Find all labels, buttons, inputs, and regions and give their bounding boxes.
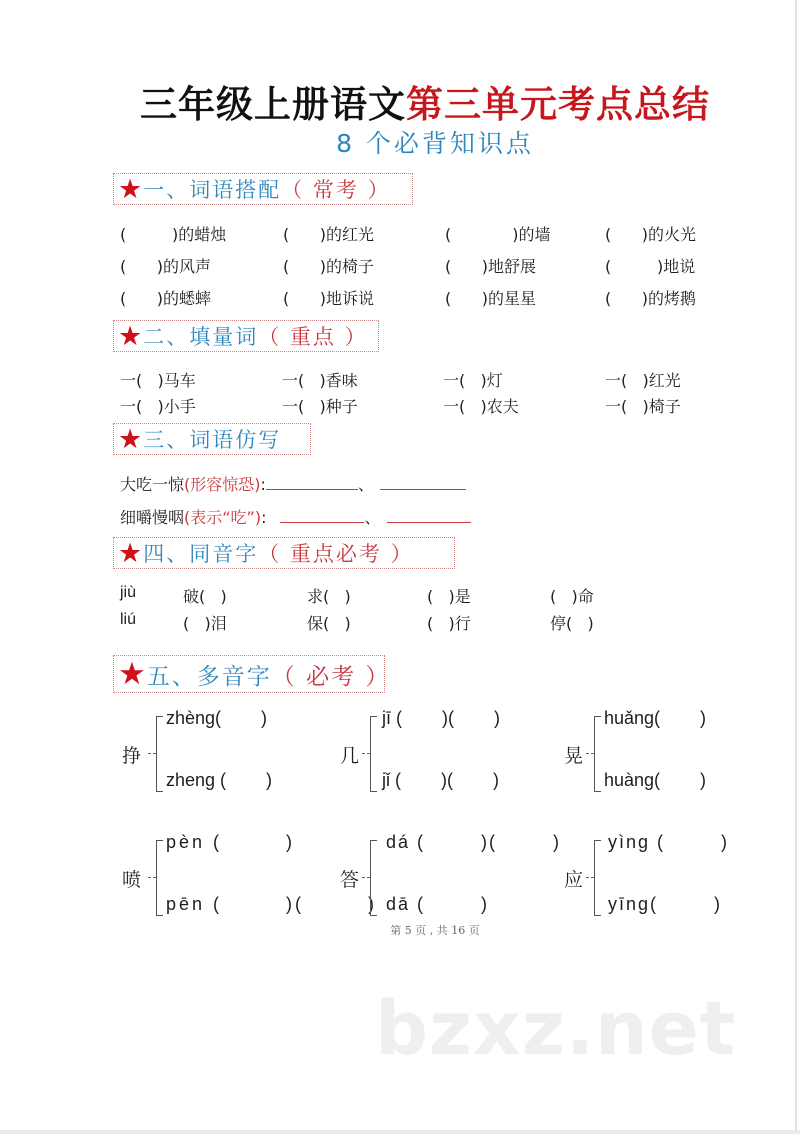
fill-blank-item: 一( )马车	[120, 371, 196, 390]
fill-blank-item: 一( )椅子	[605, 397, 681, 416]
fill-blank-item: 一( )小手	[120, 397, 196, 416]
pinyin-option: yīng( )	[608, 894, 723, 914]
polyphone-char: 几	[340, 745, 360, 767]
pinyin-option: dā ( )	[386, 894, 490, 914]
example-hint: (表示“吃”)	[184, 508, 262, 527]
brace-icon	[156, 716, 163, 792]
pinyin-option: zhèng( )	[166, 708, 268, 728]
brace-connector	[148, 753, 156, 755]
fill-blank-item: ( )行	[427, 614, 471, 633]
fill-blank-item: ( )地舒展	[445, 257, 537, 276]
fill-blank-item: ( )的蜡烛	[120, 225, 227, 244]
brace-icon	[594, 716, 601, 792]
polyphone-char: 喷	[122, 869, 142, 891]
pinyin-option: huǎng( )	[604, 708, 707, 728]
section-header-imitation	[113, 423, 311, 455]
pinyin-option: pēn ( )( )	[166, 894, 378, 914]
section-title: 五、多音字	[146, 663, 272, 690]
star-icon: ★	[118, 320, 143, 352]
pinyin-option: huàng( )	[604, 770, 707, 790]
pinyin-option: jī ( )( )	[382, 708, 500, 728]
fill-blank-item: ( )泪	[183, 614, 227, 633]
section-header-measure-words	[113, 320, 379, 352]
pinyin-label: jiù	[120, 584, 137, 601]
brace-icon	[156, 840, 163, 916]
section-title: 三、词语仿写	[143, 428, 282, 452]
section-header-polyphones	[113, 655, 391, 693]
fill-blank-item: ( )的风声	[120, 257, 212, 276]
answer-blank[interactable]	[280, 510, 364, 523]
section-tag: （ 重点必考 ）	[258, 542, 414, 566]
answer-blank[interactable]	[380, 477, 466, 490]
pinyin-option: jǐ ( )( )	[382, 770, 499, 790]
brace-connector	[362, 877, 370, 879]
section-tag: （ 必考 ）	[271, 663, 391, 690]
star-icon: ★	[118, 423, 143, 455]
fill-blank-item: ( )的星星	[445, 289, 537, 308]
fill-blank-item: 求( )	[307, 587, 351, 606]
brace-connector	[586, 753, 594, 755]
example-word: 细嚼慢咽	[120, 508, 185, 527]
imitation-row	[120, 472, 466, 495]
fill-blank-item: 破( )	[183, 587, 227, 606]
page-number: 第 5 页 , 共 16 页	[390, 924, 480, 937]
pinyin-option: zheng ( )	[166, 770, 273, 790]
page-subtitle: 8 个必背知识点	[336, 129, 534, 158]
imitation-row	[120, 505, 471, 528]
page-edge	[795, 0, 797, 1131]
brace-connector	[362, 753, 370, 755]
fill-blank-item: ( )的火光	[605, 225, 697, 244]
fill-blank-item: 一( )种子	[282, 397, 358, 416]
fill-blank-item: ( )是	[427, 587, 471, 606]
colon: :	[260, 475, 266, 494]
watermark: bzxz.net	[375, 986, 737, 1072]
fill-blank-item: 一( )灯	[443, 371, 503, 390]
fill-blank-item: ( )命	[550, 587, 594, 606]
polyphone-char: 晃	[564, 745, 584, 767]
fill-blank-item: 停( )	[550, 614, 594, 633]
answer-blank[interactable]	[387, 510, 471, 523]
section-tag: （ 重点 ）	[258, 325, 368, 349]
separator: 、	[357, 475, 374, 494]
section-tag: （ 常考 ）	[281, 178, 391, 202]
title-unit: 第三单元考点总结	[406, 82, 710, 126]
separator: 、	[364, 508, 381, 527]
fill-blank-item: 一( )红光	[605, 371, 681, 390]
pinyin-option: pèn ( )	[166, 832, 296, 852]
example-hint: (形容惊恐)	[184, 475, 261, 494]
fill-blank-item: ( )地说	[605, 257, 696, 276]
fill-blank-item: ( )的烤鹅	[605, 289, 697, 308]
brace-connector	[586, 877, 594, 879]
pinyin-option: yìng ( )	[608, 832, 730, 852]
fill-blank-item: ( )地诉说	[283, 289, 375, 308]
section-header-word-pairing	[113, 173, 413, 205]
colon: :	[261, 508, 267, 527]
section-title: 二、填量词	[143, 325, 259, 349]
fill-blank-item: 一( )农夫	[443, 397, 519, 416]
star-icon: ★	[118, 537, 143, 569]
brace-connector	[148, 877, 156, 879]
star-icon: ★	[118, 173, 143, 205]
brace-icon	[370, 840, 377, 916]
fill-blank-item: ( )的椅子	[283, 257, 375, 276]
star-icon: ★	[118, 655, 146, 692]
title-grade: 三年级上册语文	[140, 82, 406, 126]
polyphone-char: 应	[564, 869, 584, 891]
section-header-homophones	[113, 537, 455, 569]
page-title	[140, 74, 710, 128]
answer-blank[interactable]	[266, 477, 358, 490]
fill-blank-item: 保( )	[307, 614, 351, 633]
section-title: 四、同音字	[143, 542, 259, 566]
section-title: 一、词语搭配	[143, 178, 282, 202]
pinyin-option: dá ( )( )	[386, 832, 562, 852]
brace-icon	[594, 840, 601, 916]
example-word: 大吃一惊	[120, 475, 185, 494]
page-edge	[0, 1130, 800, 1134]
fill-blank-item: 一( )香味	[282, 371, 358, 390]
brace-icon	[370, 716, 377, 792]
fill-blank-item: ( )的蟋蟀	[120, 289, 212, 308]
polyphone-char: 挣	[122, 745, 142, 767]
fill-blank-item: ( )的红光	[283, 225, 375, 244]
polyphone-char: 答	[340, 869, 360, 891]
pinyin-label: liú	[120, 611, 137, 628]
fill-blank-item: ( )的墙	[445, 225, 551, 244]
